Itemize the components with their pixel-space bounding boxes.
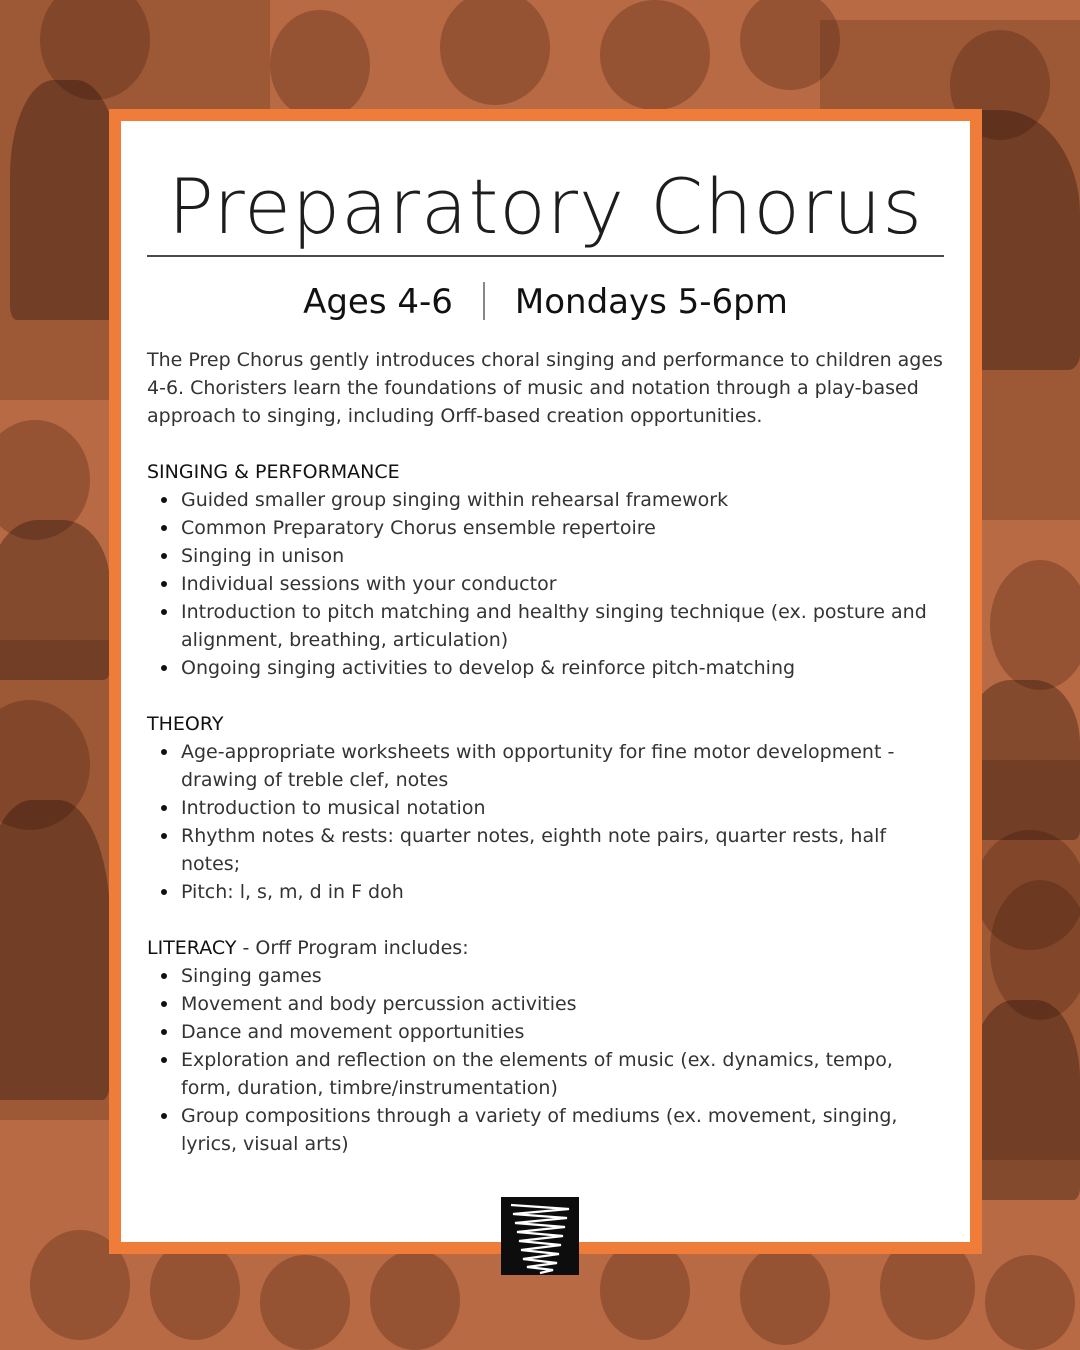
list-item: Movement and body percussion activities [147, 990, 946, 1018]
zigzag-logo-icon [501, 1197, 579, 1275]
list-item: Age-appropriate worksheets with opportunity for fine motor development - drawing of treble clef, notes [147, 738, 946, 794]
section-literacy [147, 934, 946, 1158]
bullet-list [147, 738, 946, 906]
page-title: Preparatory Chorus [168, 162, 923, 251]
section-singing-performance [147, 458, 946, 682]
intro-paragraph: The Prep Chorus gently introduces choral singing and performance to children ages 4-6. Choristers learn the foundations of music and notation through a play-based approach to singing, including Orff-based creation opportunities. [147, 349, 943, 427]
list-item: Singing games [147, 962, 946, 990]
program-card [109, 109, 982, 1254]
section-heading: LITERACY - Orff Program includes: [147, 937, 469, 959]
list-item: Introduction to musical notation [147, 794, 946, 822]
list-item: Exploration and reflection on the elements of music (ex. dynamics, tempo, form, duration, timbre/instrumentation) [147, 1046, 946, 1102]
program-details [121, 281, 970, 323]
program-description [147, 346, 946, 1158]
list-item: Guided smaller group singing within rehearsal framework [147, 486, 946, 514]
list-item: Group compositions through a variety of mediums (ex. movement, singing, lyrics, visual arts) [147, 1102, 946, 1158]
list-item: Dance and movement opportunities [147, 1018, 946, 1046]
list-item: Common Preparatory Chorus ensemble repertoire [147, 514, 946, 542]
section-theory [147, 710, 946, 906]
bullet-list [147, 962, 946, 1158]
list-item: Singing in unison [147, 542, 946, 570]
list-item: Introduction to pitch matching and healthy singing technique (ex. posture and alignment, breathing, articulation) [147, 598, 946, 654]
list-item: Rhythm notes & rests: quarter notes, eighth note pairs, quarter rests, half notes; [147, 822, 946, 878]
list-item: Individual sessions with your conductor [147, 570, 946, 598]
bullet-list [147, 486, 946, 682]
details-separator [483, 282, 485, 320]
list-item: Ongoing singing activities to develop & reinforce pitch-matching [147, 654, 946, 682]
list-item: Pitch: l, s, m, d in F doh [147, 878, 946, 906]
section-heading: SINGING & PERFORMANCE [147, 461, 400, 483]
age-range: Ages 4-6 [303, 282, 453, 322]
section-heading: THEORY [147, 713, 224, 735]
title-divider [147, 255, 944, 257]
schedule: Mondays 5-6pm [514, 282, 788, 322]
